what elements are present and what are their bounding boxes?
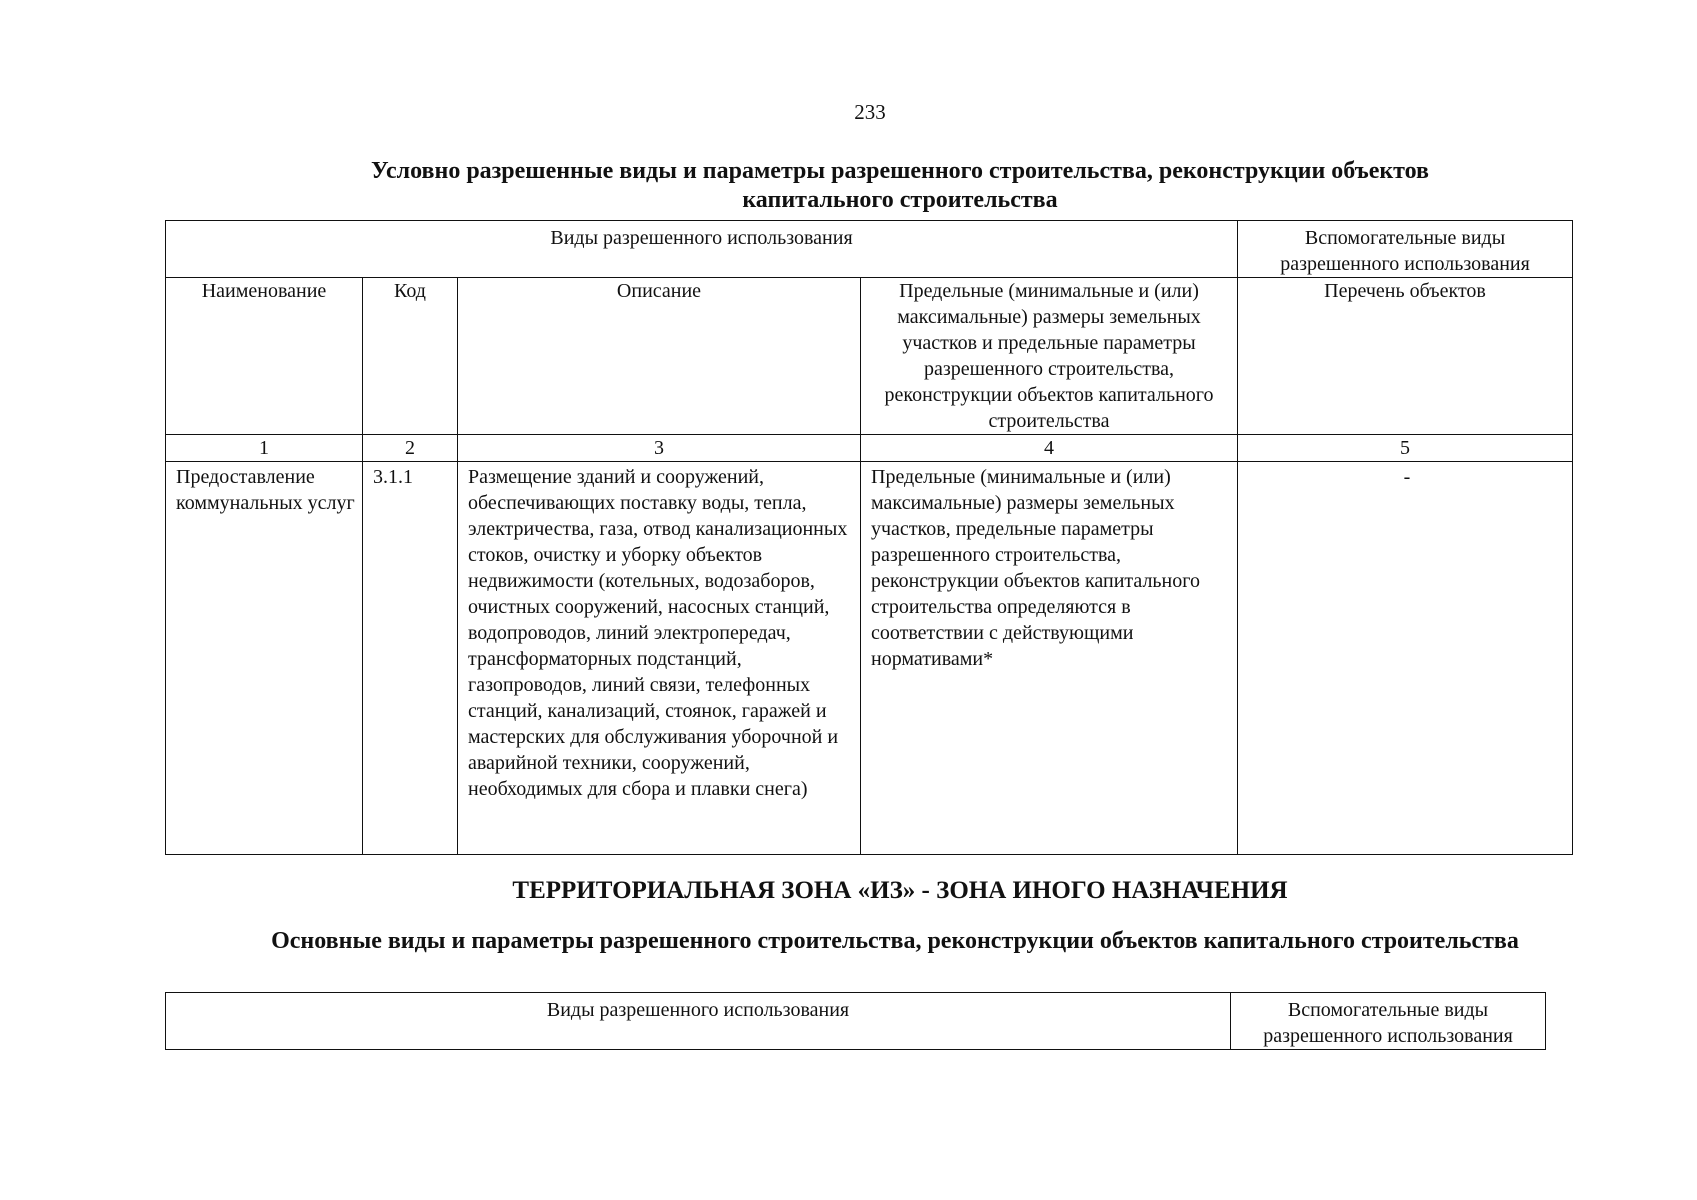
- column-header-name: Наименование: [166, 278, 363, 435]
- permitted-use-table: [165, 220, 1573, 855]
- section-heading-conditional: Условно разрешенные виды и параметры разрешенного строительства, реконструкции объектов капитального строительства: [370, 158, 1430, 213]
- permitted-use-table-2: [165, 992, 1546, 1050]
- row-limits: Предельные (минимальные и (или) максимальные) размеры земельных участков, предельные параметры разрешенного строительства, реконструкции объектов капитального строительства определяются в соответствии с действующими нормативами*: [861, 462, 1238, 855]
- group-header-aux: Вспомогательные виды разрешенного использования: [1231, 993, 1546, 1050]
- table-group-header-row: [166, 993, 1546, 1050]
- table-group-header-row: [166, 221, 1573, 278]
- group-header-main: Виды разрешенного использования: [166, 221, 1238, 278]
- zone-heading: ТЕРРИТОРИАЛЬНАЯ ЗОНА «ИЗ» - ЗОНА ИНОГО НАЗНАЧЕНИЯ: [512, 877, 1288, 904]
- group-header-main: Виды разрешенного использования: [166, 993, 1231, 1050]
- column-number: 3: [458, 435, 861, 462]
- column-number-row: [166, 435, 1573, 462]
- page-number: 233: [854, 100, 886, 124]
- column-number: 2: [363, 435, 458, 462]
- row-name: Предоставление коммунальных услуг: [166, 462, 363, 855]
- group-header-aux: Вспомогательные виды разрешенного использования: [1238, 221, 1573, 278]
- column-number: 5: [1238, 435, 1573, 462]
- column-number: 1: [166, 435, 363, 462]
- column-header-description: Описание: [458, 278, 861, 435]
- column-header-objects: Перечень объектов: [1238, 278, 1573, 435]
- table-row: [166, 462, 1573, 855]
- column-number: 4: [861, 435, 1238, 462]
- row-description: Размещение зданий и сооружений, обеспечивающих поставку воды, тепла, электричества, газа, отвод канализационных стоков, очистку и уборку объектов недвижимости (котельных, водозаборов, очистных сооружений, насосных станций, водопроводов, линий электропередач, трансформаторных подстанций, газопроводов, линий связи, телефонных станций, канализаций, стоянок, гаражей и мастерских для обслуживания уборочной и аварийной техники, сооружений, необходимых для сбора и плавки снега): [458, 462, 861, 855]
- section-heading-main: Основные виды и параметры разрешенного строительства, реконструкции объектов капитального строительства: [271, 928, 1519, 954]
- table-column-header-row: [166, 278, 1573, 435]
- row-aux: -: [1238, 462, 1573, 855]
- column-header-limits: Предельные (минимальные и (или) максимальные) размеры земельных участков и предельные параметры разрешенного строительства, реконструкции объектов капитального строительства: [861, 278, 1238, 435]
- column-header-code: Код: [363, 278, 458, 435]
- row-code: 3.1.1: [363, 462, 458, 855]
